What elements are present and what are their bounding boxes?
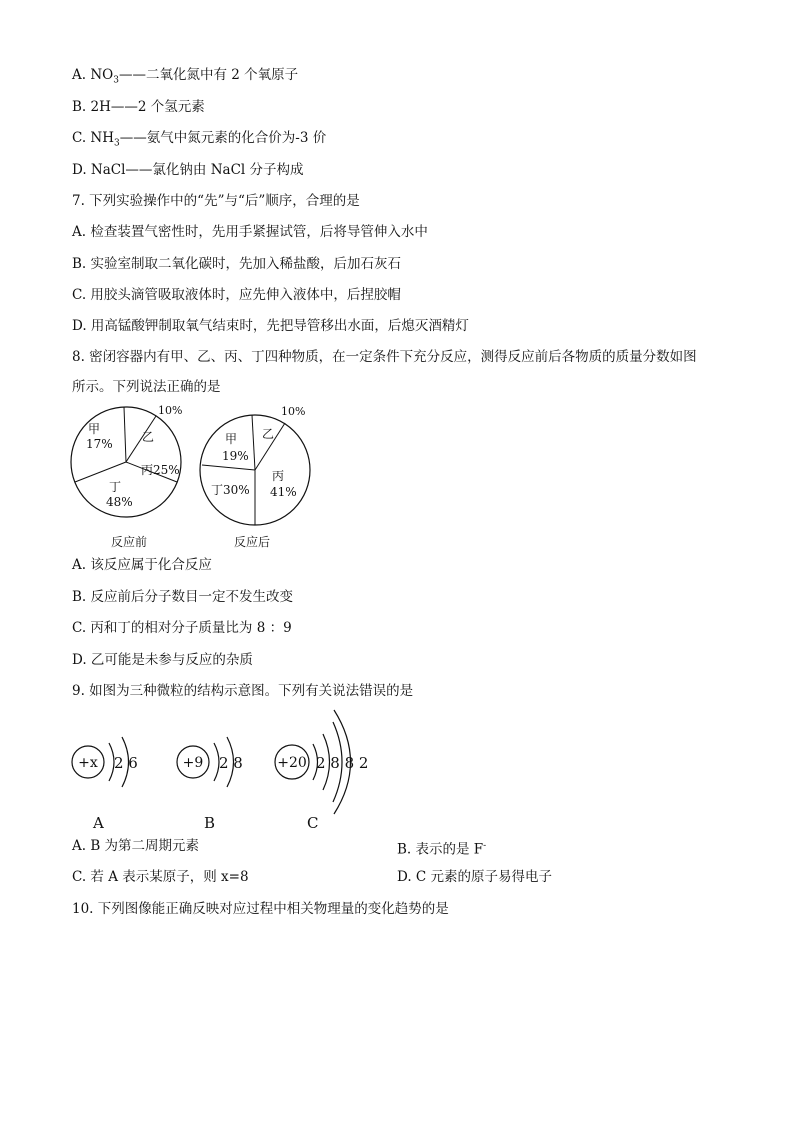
pie-before-label-yi: 乙 <box>142 430 155 444</box>
pie-before-label-ding: 丁 <box>109 480 122 494</box>
q9-option-c: C. 若 A 表示某原子，则 x=8 <box>72 869 249 885</box>
pie-after-caption: 反应后 <box>234 535 271 549</box>
pie-after-value-bing: 41% <box>270 485 297 499</box>
q8-stem-line1: 8. 密闭容器内有甲、乙、丙、丁四种物质，在一定条件下充分反应，测得反应前后各物质的质量分数如图 <box>72 349 697 365</box>
q7-option-c: C. 用胶头滴管吸取液体时，应先伸入液体中，后捏胶帽 <box>72 287 401 303</box>
atom-c <box>275 710 368 831</box>
pie-after <box>200 405 310 549</box>
pie-after-value-yi: 10% <box>281 405 306 418</box>
q7-option-d: D. 用高锰酸钾制取氧气结束时，先把导管移出水面，后熄灭酒精灯 <box>72 318 469 334</box>
pie-after-value-jia: 19% <box>222 449 249 463</box>
atom-b-charge: +9 <box>182 755 204 771</box>
q6-option-c: C. $NH_3——$氨气中氮元素的化合价为-3 价 <box>72 130 327 149</box>
q6-option-d: D. NaCl——氯化钠由 NaCl 分子构成 <box>72 162 304 178</box>
pie-after-divider-1 <box>252 415 255 470</box>
q7-stem: 7. 下列实验操作中的“先”与“后”顺序，合理的是 <box>72 193 360 209</box>
pie-after-label-yi: 乙 <box>262 427 275 441</box>
q8-option-d: D. 乙可能是未参与反应的杂质 <box>72 652 253 668</box>
pie-before-label-bing: 丙25% <box>141 463 180 477</box>
atom-a <box>72 737 138 831</box>
atom-c-label: C <box>307 814 319 831</box>
pie-before <box>71 404 182 549</box>
pie-after-label-jia: 甲 <box>225 432 238 446</box>
q8-option-a: A. 该反应属于化合反应 <box>72 557 212 573</box>
pie-before-caption: 反应前 <box>111 535 148 549</box>
pie-charts-figure <box>0 400 794 550</box>
pie-before-divider-3 <box>75 462 126 482</box>
q9-stem: 9. 如图为三种微粒的结构示意图。下列有关说法错误的是 <box>72 683 414 699</box>
atom-a-charge: +x <box>78 755 98 771</box>
atom-a-electrons: 2 6 <box>114 754 138 772</box>
atom-b <box>177 737 243 831</box>
pie-after-label-bing: 丙 <box>272 469 285 483</box>
q10-stem: 10. 下列图像能正确反映对应过程中相关物理量的变化趋势的是 <box>72 901 449 917</box>
q6-option-b: B. 2H——2 个氢元素 <box>72 99 205 115</box>
pie-before-value-yi: 10% <box>158 404 183 417</box>
q8-stem-line2: 所示。下列说法正确的是 <box>72 379 221 395</box>
pie-after-divider-3 <box>202 465 255 470</box>
q6-option-a: A. $NO_3——$二氧化氮中有 2 个氧原子 <box>72 67 299 86</box>
q9-option-b: B. 表示的是 F- <box>397 841 487 858</box>
atom-a-label: A <box>93 814 104 831</box>
pie-before-value-jia: 17% <box>86 437 113 451</box>
q9-option-d: D. C 元素的原子易得电子 <box>397 869 553 885</box>
atom-c-electrons: 2 8 8 2 <box>316 754 369 772</box>
q8-option-c: C. 丙和丁的相对分子质量比为 8 ：9 <box>72 620 292 636</box>
atom-b-electrons: 2 8 <box>219 754 243 772</box>
atom-structure-figure <box>0 706 794 831</box>
q7-option-b: B. 实验室制取二氧化碳时，先加入稀盐酸，后加石灰石 <box>72 256 402 272</box>
pie-before-label-jia: 甲 <box>88 422 101 436</box>
pie-after-label-ding: 丁30% <box>211 483 250 497</box>
atom-b-label: B <box>204 814 216 831</box>
pie-before-value-ding: 48% <box>106 495 133 509</box>
pie-before-divider-2 <box>124 407 126 462</box>
q7-option-a: A. 检查装置气密性时，先用手紧握试管，后将导管伸入水中 <box>72 224 428 240</box>
q8-option-b: B. 反应前后分子数目一定不发生改变 <box>72 589 294 605</box>
q9-option-a: A. B 为第二周期元素 <box>72 838 200 854</box>
atom-c-charge: +20 <box>277 755 307 771</box>
